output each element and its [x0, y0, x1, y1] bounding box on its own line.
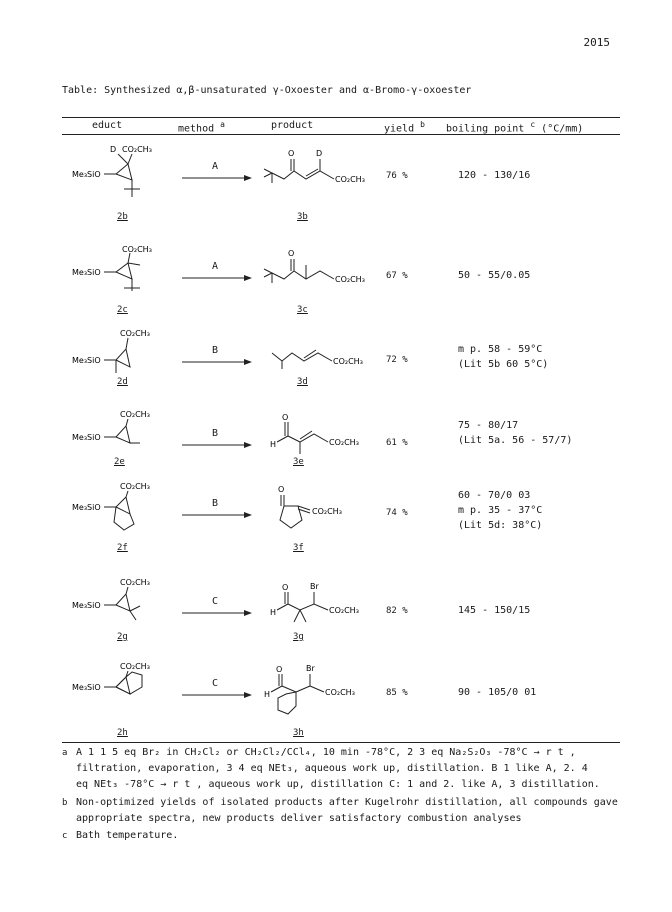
yield-value: 74 %: [386, 508, 408, 518]
table-row: [0, 143, 672, 229]
boiling-point-value: 90 - 105/0 01: [458, 687, 537, 698]
product-label: 3h: [293, 728, 304, 738]
yield-value: 67 %: [386, 271, 408, 281]
svg-text:CO₂CH₃: CO₂CH₃: [120, 578, 150, 587]
educt-label: 2c: [117, 305, 128, 315]
yield-value: 85 %: [386, 688, 408, 698]
product-structure-3h: [260, 660, 380, 730]
reaction-arrow: [182, 690, 252, 700]
educt-structure-2f: [70, 480, 180, 550]
method-label: A: [211, 161, 219, 172]
svg-text:CO₂CH₃: CO₂CH₃: [312, 507, 342, 516]
table-row: [0, 480, 672, 566]
product-structure-3c: [260, 243, 380, 313]
svg-text:CO₂CH₃: CO₂CH₃: [122, 145, 152, 154]
educt-structure-2b: [70, 143, 180, 213]
yield-value: 61 %: [386, 438, 408, 448]
svg-text:O: O: [288, 149, 295, 158]
educt-structure-2h: [70, 660, 180, 730]
svg-text:H: H: [270, 440, 277, 449]
educt-label: 2h: [117, 728, 128, 738]
educt-structure-2c: [70, 243, 180, 313]
svg-text:O: O: [276, 665, 283, 674]
educt-label: 2g: [117, 632, 128, 642]
svg-text:Me₃SiO: Me₃SiO: [72, 503, 101, 512]
svg-text:CO₂CH₃: CO₂CH₃: [333, 357, 363, 366]
product-label: 3c: [297, 305, 308, 315]
svg-text:Me₃SiO: Me₃SiO: [72, 170, 101, 179]
header-yield: yield $^b$: [384, 120, 425, 135]
product-label: 3f: [293, 543, 304, 553]
method-label: C: [211, 678, 219, 689]
header-method: method $^a$: [178, 120, 225, 135]
product-structure-3e: [260, 410, 380, 480]
header-educt: educt: [92, 120, 123, 131]
svg-text:CO₂CH₃: CO₂CH₃: [120, 662, 150, 671]
method-label: A: [211, 261, 219, 272]
svg-text:D: D: [316, 149, 323, 158]
method-label: B: [211, 345, 219, 356]
svg-text:O: O: [282, 413, 289, 422]
reaction-arrow: [182, 608, 252, 618]
method-label: B: [211, 428, 219, 439]
svg-text:CO₂CH₃: CO₂CH₃: [335, 275, 365, 284]
footnote-b: b Non-optimized yields of isolated products after Kugelrohr distillation, all compounds gave appropriate spectra, new products deliver satisfactory combustion analyses: [62, 797, 618, 824]
educt-label: 2f: [117, 543, 128, 553]
product-label: 3d: [297, 377, 308, 387]
product-structure-3d: [260, 327, 380, 397]
table-top-rule: [62, 117, 620, 118]
educt-structure-2e: [70, 410, 180, 480]
table-row: [0, 578, 672, 664]
boiling-point-value: 60 - 70/0 03 m p. 35 - 37°C (Lit 5d: 38°C): [458, 490, 543, 531]
educt-label: 2d: [117, 377, 128, 387]
yield-value: 72 %: [386, 355, 408, 365]
svg-text:H: H: [264, 690, 271, 699]
header-boiling-point: boiling point $^c$ (°C/mm): [446, 120, 584, 135]
product-structure-3g: [260, 578, 380, 648]
reaction-arrow: [182, 440, 252, 450]
boiling-point-value: 50 - 55/0.05: [458, 270, 531, 281]
svg-text:Me₃SiO: Me₃SiO: [72, 356, 101, 365]
footnote-c: c Bath temperature.: [62, 830, 179, 841]
svg-text:CO₂CH₃: CO₂CH₃: [329, 606, 359, 615]
svg-text:Br: Br: [306, 664, 315, 673]
reaction-arrow: [182, 510, 252, 520]
boiling-point-value: 120 - 130/16: [458, 170, 531, 181]
boiling-point-value: 145 - 150/15: [458, 605, 531, 616]
product-structure-3f: [260, 480, 380, 550]
svg-text:CO₂CH₃: CO₂CH₃: [329, 438, 359, 447]
svg-text:CO₂CH₃: CO₂CH₃: [120, 410, 150, 419]
table-row: [0, 327, 672, 413]
svg-text:Me₃SiO: Me₃SiO: [72, 601, 101, 610]
svg-text:CO₂CH₃: CO₂CH₃: [120, 329, 150, 338]
product-structure-3b: [260, 143, 380, 213]
page-number: 2015: [583, 36, 610, 49]
table-caption: Table: Synthesized α,β-unsaturated γ-Oxoester and α-Bromo-γ-oxoester: [62, 85, 472, 96]
table-header-rule: [62, 134, 620, 135]
svg-text:H: H: [270, 608, 277, 617]
reaction-arrow: [182, 173, 252, 183]
svg-text:CO₂CH₃: CO₂CH₃: [122, 245, 152, 254]
boiling-point-value: m p. 58 - 59°C (Lit 5b 60 5°C): [458, 344, 549, 370]
boiling-point-value: 75 - 80/17 (Lit 5a. 56 - 57/7): [458, 420, 573, 446]
svg-text:CO₂CH₃: CO₂CH₃: [335, 175, 365, 184]
educt-label: 2b: [117, 212, 128, 222]
reaction-arrow: [182, 273, 252, 283]
table-bottom-rule: [62, 742, 620, 743]
svg-text:CO₂CH₃: CO₂CH₃: [325, 688, 355, 697]
svg-text:O: O: [278, 485, 285, 494]
svg-text:O: O: [288, 249, 295, 258]
svg-text:Me₃SiO: Me₃SiO: [72, 433, 101, 442]
header-product: product: [271, 120, 314, 131]
product-label: 3e: [293, 457, 304, 467]
table-row: [0, 243, 672, 329]
educt-label: 2e: [114, 457, 125, 467]
table-row: [0, 660, 672, 746]
footnote-a: a A 1 1 5 eq Br₂ in CH₂Cl₂ or CH₂Cl₂/CCl₄, 10 min -78°C, 2 3 eq Na₂S₂O₃ -78°C → r t , filtration, evaporation, 3 4 eq NEt₃, aqueous work up, distillation. B 1 like A, 2. 4 eq NEt₃ -78°C → r t , aqueous work up, distillation C: 1 and 2. like A, 3 distillation.: [62, 747, 600, 790]
svg-text:Me₃SiO: Me₃SiO: [72, 683, 101, 692]
product-label: 3b: [297, 212, 308, 222]
method-label: B: [211, 498, 219, 509]
svg-text:O: O: [282, 583, 289, 592]
svg-text:D: D: [110, 145, 117, 154]
reaction-arrow: [182, 357, 252, 367]
svg-text:CO₂CH₃: CO₂CH₃: [120, 482, 150, 491]
method-label: C: [211, 596, 219, 607]
svg-text:Me₃SiO: Me₃SiO: [72, 268, 101, 277]
yield-value: 76 %: [386, 171, 408, 181]
yield-value: 82 %: [386, 606, 408, 616]
svg-text:Br: Br: [310, 582, 319, 591]
product-label: 3g: [293, 632, 304, 642]
